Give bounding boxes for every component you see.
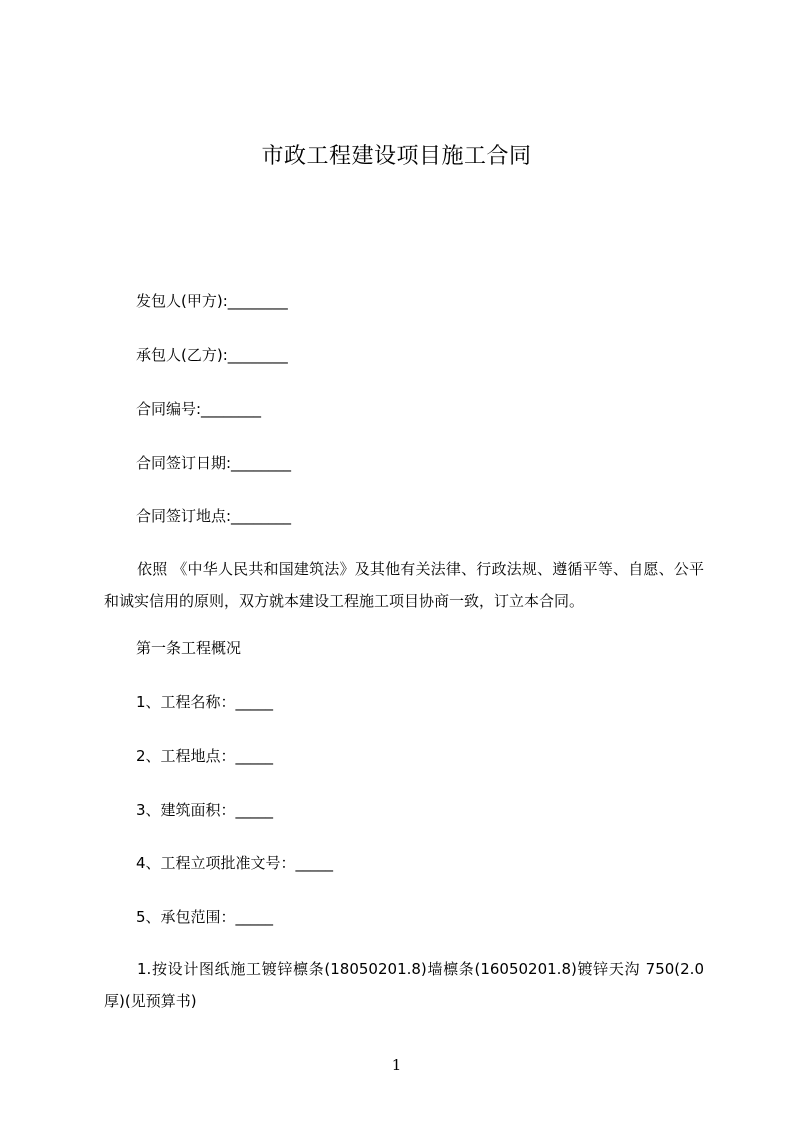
section-heading: 第一条工程概况 — [136, 639, 242, 657]
intro-paragraph: 依照 《中华人民共和国建筑法》及其他有关法律、行政法规、遵循平等、自愿、公平和诚实信用的原则，双方就本建设工程施工项目协商一致，订立本合同。 — [104, 560, 704, 610]
party-a-field: 发包人(甲方):________ — [136, 292, 288, 310]
project-location-item: 2、工程地点：_____ — [136, 747, 274, 765]
page-number: 1 — [391, 1056, 402, 1074]
scope-paragraph: 1.按设计图纸施工镀锌檩条(18050201.8)墙檩条(16050201.8)镀锌天沟 750(2.0厚)(见预算书) — [104, 960, 704, 1010]
approval-number-item: 4、工程立项批准文号：_____ — [136, 854, 334, 872]
party-b-field: 承包人(乙方):________ — [136, 346, 288, 364]
project-name-item: 1、工程名称：_____ — [136, 693, 274, 711]
contract-title: 市政工程建设项目施工合同 — [261, 144, 532, 169]
building-area-item: 3、建筑面积：_____ — [136, 801, 274, 819]
signing-date-field: 合同签订日期:________ — [136, 454, 292, 472]
contract-scope-item: 5、承包范围：_____ — [136, 908, 274, 926]
contract-number-field: 合同编号:________ — [136, 400, 262, 418]
signing-place-field: 合同签订地点:________ — [136, 507, 292, 525]
